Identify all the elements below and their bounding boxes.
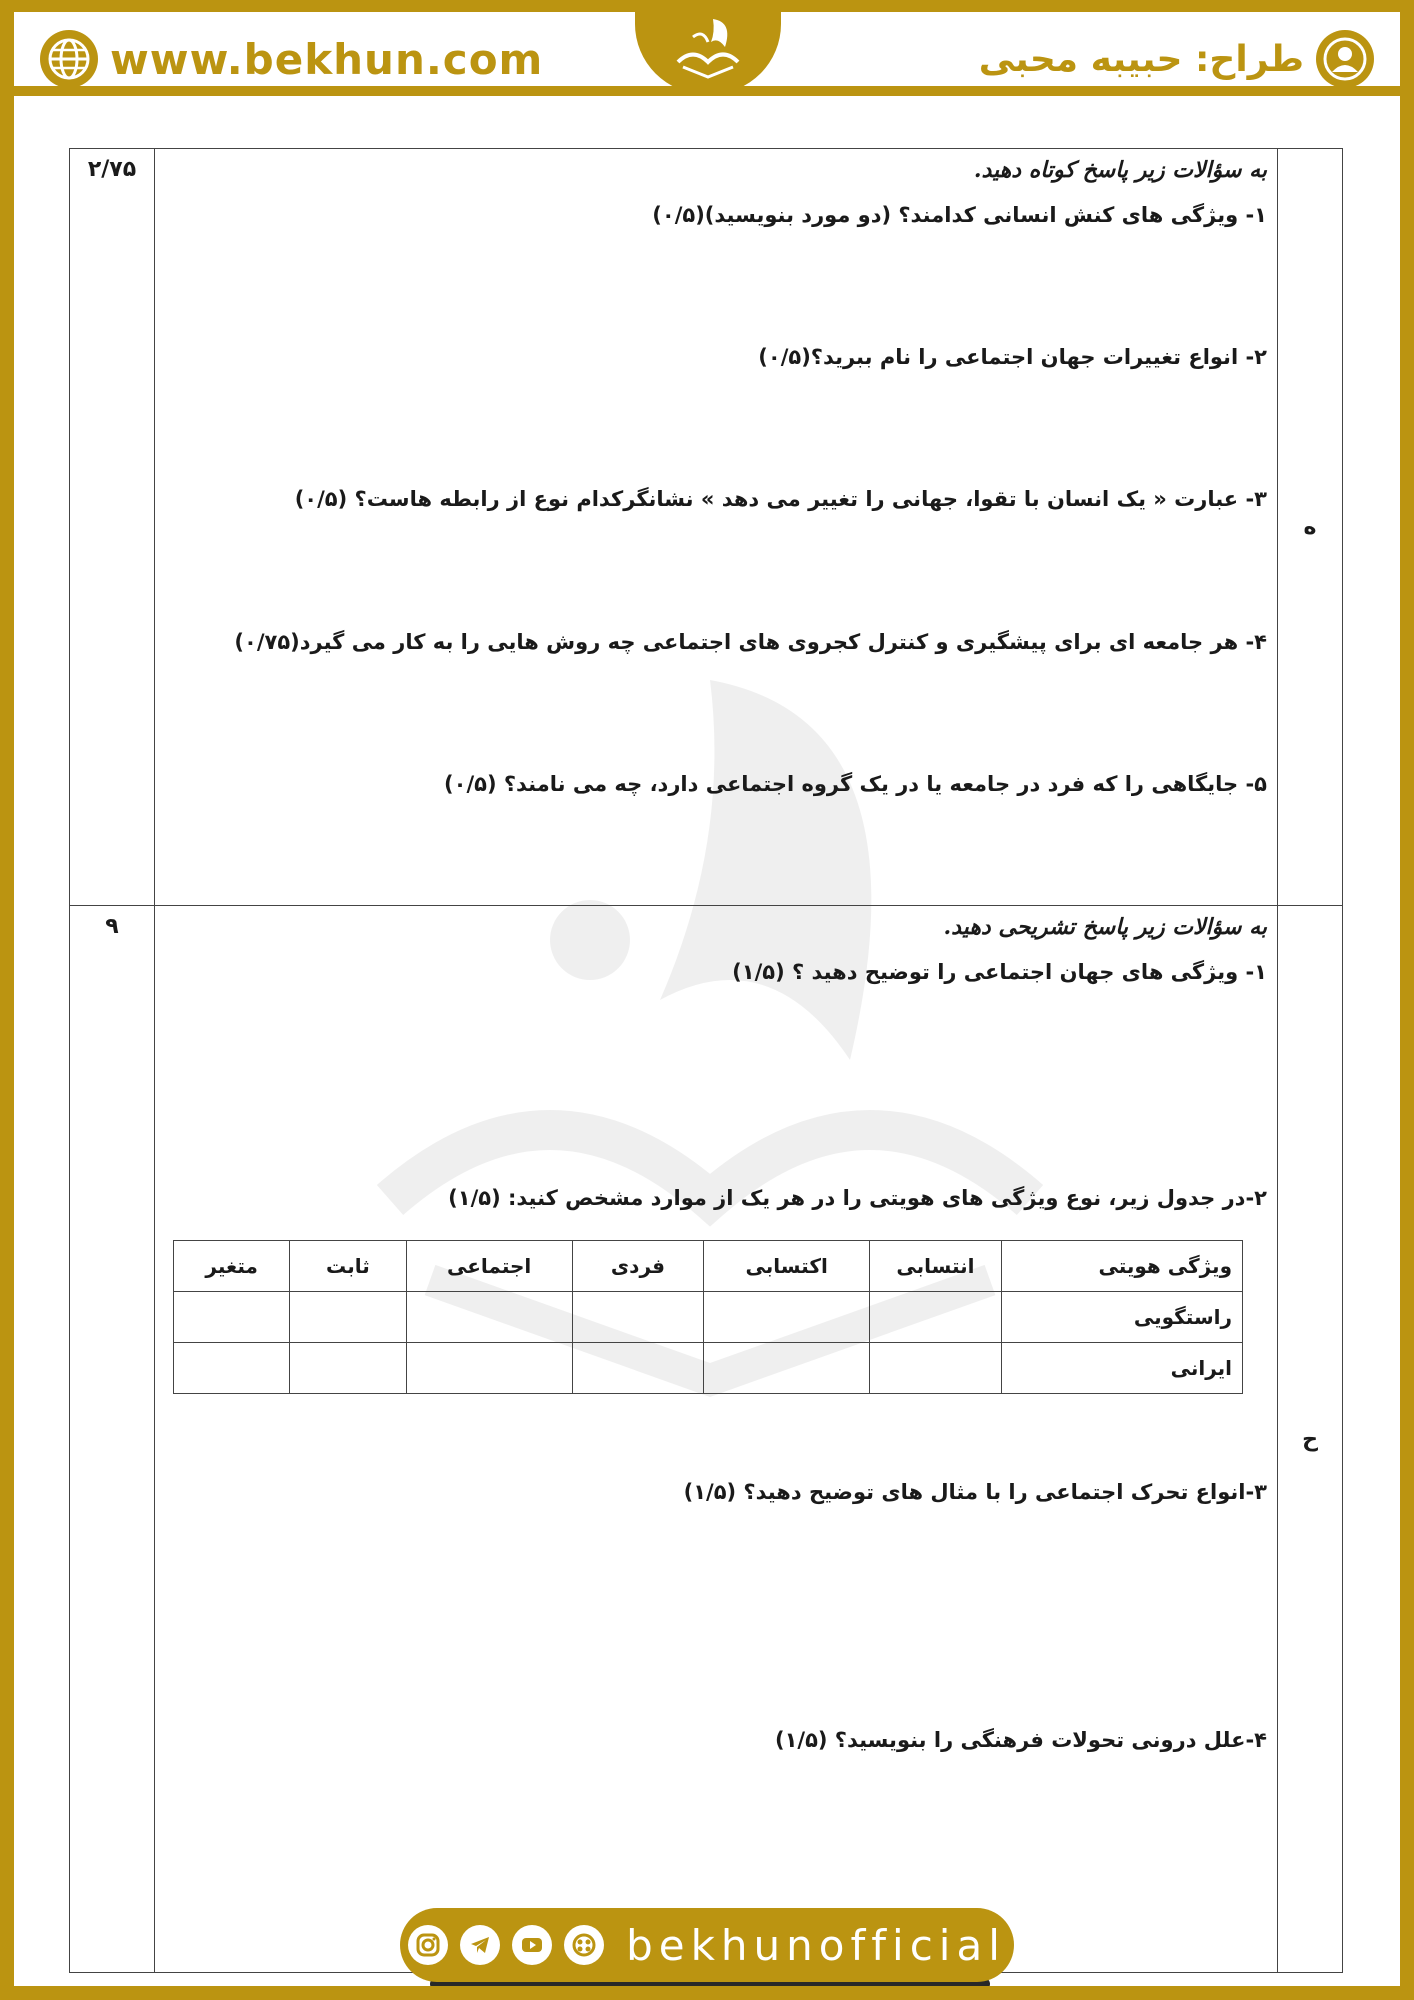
designer-name: طراح: حبیبه محبی — [978, 38, 1304, 80]
section-content — [155, 906, 1278, 1973]
table-cell: راستگویی — [1001, 1292, 1242, 1343]
social-handle[interactable]: bekhunofficial — [626, 1920, 1006, 1970]
globe-icon — [40, 30, 98, 88]
table-header: ویژگی هویتی — [1001, 1241, 1242, 1292]
score: ۲/۷۵ — [70, 149, 155, 906]
table-header: اکتسابی — [704, 1241, 870, 1292]
telegram-icon[interactable] — [460, 1925, 500, 1965]
question: ۳- عبارت « یک انسان با تقوا، جهانی را تغییر می دهد » نشانگرکدام نوع از رابطه هاست؟ (۰/۵) — [294, 487, 1267, 511]
question: ۵- جایگاهی را که فرد در جامعه یا در یک گروه اجتماعی دارد، چه می نامند؟ (۰/۵) — [444, 772, 1267, 796]
table-cell[interactable] — [704, 1343, 870, 1394]
question: ۴-علل درونی تحولات فرهنگی را بنویسید؟ (۱/۵) — [774, 1728, 1267, 1752]
book-logo-icon — [663, 7, 753, 87]
social-footer — [400, 1908, 1014, 1982]
table-cell[interactable] — [406, 1343, 572, 1394]
question: ۳-انواع تحرک اجتماعی را با مثال های توضیح دهید؟ (۱/۵) — [683, 1480, 1267, 1504]
table-cell[interactable] — [290, 1292, 406, 1343]
section-title: به سؤالات زیر پاسخ کوتاه دهید. — [973, 157, 1267, 183]
table-row — [174, 1343, 1243, 1394]
footer-divider — [0, 1986, 1414, 2000]
instagram-icon[interactable] — [408, 1925, 448, 1965]
user-icon — [1316, 30, 1374, 88]
identity-table — [173, 1240, 1243, 1394]
table-header: انتسابی — [870, 1241, 1001, 1292]
table-cell[interactable] — [174, 1343, 290, 1394]
website-url[interactable]: www.bekhun.com — [110, 34, 544, 84]
table-header-row — [174, 1241, 1243, 1292]
question: ۱- ویژگی های جهان اجتماعی را توضیح دهید ؟ (۱/۵) — [732, 960, 1267, 984]
header-divider — [0, 86, 1414, 96]
aparat-icon[interactable] — [564, 1925, 604, 1965]
table-cell[interactable] — [406, 1292, 572, 1343]
section-row — [70, 149, 1343, 906]
table-cell[interactable] — [704, 1292, 870, 1343]
table-cell: ایرانی — [1001, 1343, 1242, 1394]
table-cell[interactable] — [290, 1343, 406, 1394]
section-title: به سؤالات زیر پاسخ تشریحی دهید. — [943, 914, 1267, 940]
question: ۲-در جدول زیر، نوع ویژگی های هویتی را در هر یک از موارد مشخص کنید: (۱/۵) — [448, 1186, 1267, 1210]
section-row — [70, 906, 1343, 1973]
question: ۲- انواع تغییرات جهان اجتماعی را نام ببرید؟(۰/۵) — [758, 345, 1267, 369]
table-header: متغیر — [174, 1241, 290, 1292]
score: ۹ — [70, 906, 155, 1973]
table-cell[interactable] — [870, 1343, 1001, 1394]
exam-table — [69, 148, 1343, 1973]
table-cell[interactable] — [870, 1292, 1001, 1343]
row-label: ه — [1278, 149, 1343, 906]
table-header: فردی — [572, 1241, 703, 1292]
table-cell[interactable] — [572, 1292, 703, 1343]
question: ۱- ویژگی های کنش انسانی کدامند؟ (دو مورد بنویسید)(۰/۵) — [652, 203, 1267, 227]
section-content — [155, 149, 1278, 906]
table-cell[interactable] — [572, 1343, 703, 1394]
table-header: اجتماعی — [406, 1241, 572, 1292]
youtube-icon[interactable] — [512, 1925, 552, 1965]
question: ۴- هر جامعه ای برای پیشگیری و کنترل کجروی های اجتماعی چه روش هایی را به کار می گیرد(۰/۷۵) — [234, 630, 1267, 654]
table-header: ثابت — [290, 1241, 406, 1292]
row-label: ح — [1278, 906, 1343, 1973]
identity-table-wrapper — [173, 1240, 1277, 1394]
table-cell[interactable] — [174, 1292, 290, 1343]
table-row — [174, 1292, 1243, 1343]
website-badge[interactable] — [40, 30, 543, 88]
designer-badge — [979, 30, 1374, 88]
